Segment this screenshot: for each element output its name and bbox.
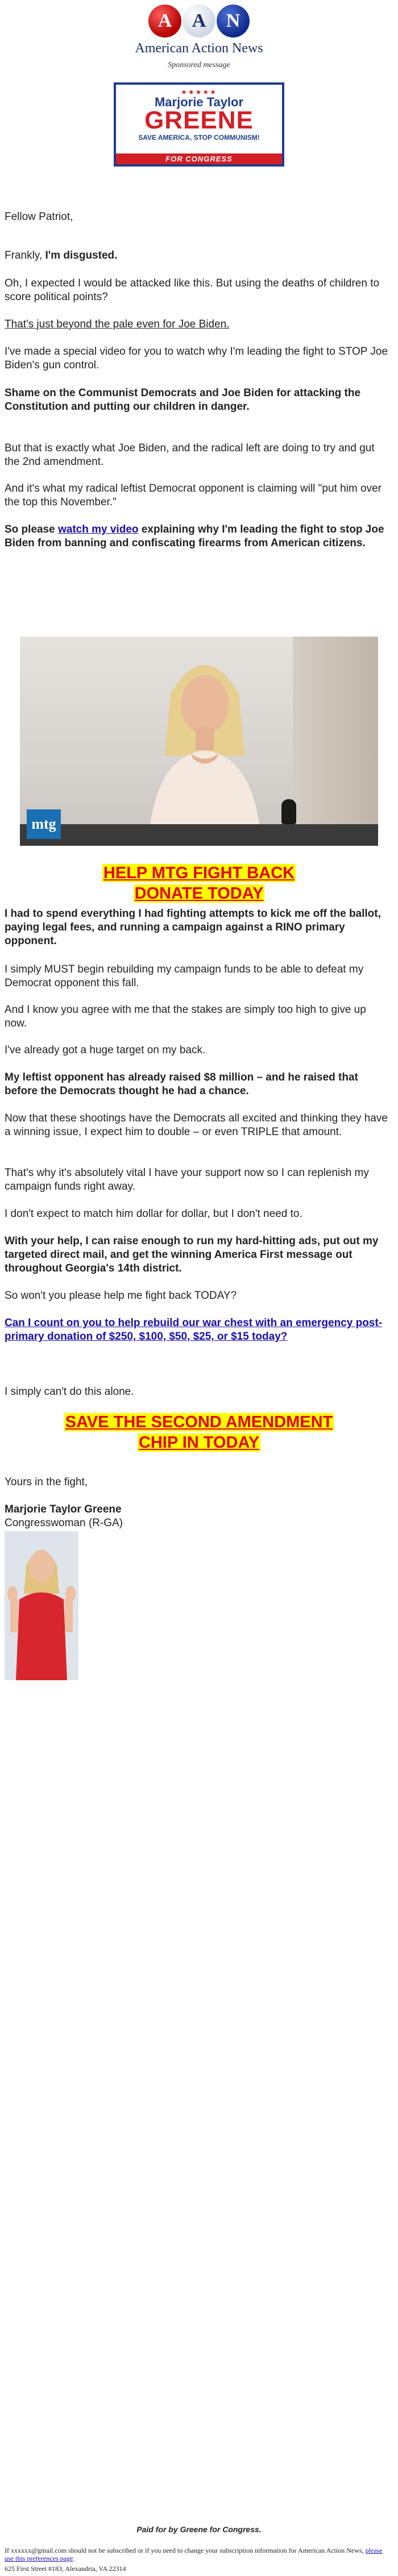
signer-name: Marjorie Taylor Greene xyxy=(5,1503,122,1515)
paid-for-disclaimer: Paid for by Greene for Congress. xyxy=(136,2525,262,2534)
cta-help-mtg[interactable] xyxy=(0,863,398,904)
paragraph-beyond-pale: That's just beyond the pale even for Joe Biden. xyxy=(5,318,230,330)
microphone-icon xyxy=(281,799,296,824)
signer-photo-figure xyxy=(5,1531,78,1680)
donation-ask-link[interactable]: Can I count on you to help rebuild our war chest with an emergency post-primary donation of $250, $100, $50, $25, or $15 today? xyxy=(5,1317,383,1343)
paragraph-opponent-claim: And it's what my radical leftist Democrat opponent is claiming will "put him over the top this November." xyxy=(5,483,382,508)
paragraph-cant-alone: I simply can't do this alone. xyxy=(5,1386,134,1398)
cta-save-2a-line1[interactable]: SAVE THE SECOND AMENDMENT xyxy=(65,1413,333,1431)
unsubscribe-text-post: . xyxy=(73,2554,75,2562)
mailing-address: 625 First Street #183, Alexandria, VA 22314 xyxy=(5,2565,126,2573)
video-desk xyxy=(20,824,378,846)
banner-first-names: Marjorie Taylor xyxy=(154,95,244,109)
watch-video-post: explaining why I'm leading the fight to stop Joe Biden from banning and confiscating firearms from American citizens. xyxy=(5,523,384,549)
paragraph-donation-ask[interactable] xyxy=(5,1316,391,1344)
paragraph-vital-support: That's why it's absolutely vital I have your support now so I can replenish my campaign funds right away. xyxy=(5,1167,369,1193)
paragraph-disgusted-plain: Frankly, xyxy=(5,250,45,261)
banner-stars: ★★★★★ xyxy=(181,88,217,96)
sponsored-label: Sponsored message xyxy=(168,61,230,69)
banner-for-congress: FOR CONGRESS xyxy=(116,153,282,164)
banner-tagline: SAVE AMERICA, STOP COMMUNISM! xyxy=(138,134,260,142)
salutation: Fellow Patriot, xyxy=(5,211,73,223)
preferences-link[interactable]: please use this preferences page xyxy=(5,2546,383,2562)
unsubscribe-text-pre: If xxxxxx@gmail.com should not be subscribed or if you need to change your subscription information for American Action News, xyxy=(5,2546,366,2554)
paragraph-target: I've already got a huge target on my back. xyxy=(5,1044,206,1056)
site-name: American Action News xyxy=(135,41,263,56)
paragraph-watch-video xyxy=(5,523,391,550)
logo-ball-a2: A xyxy=(183,5,215,38)
paragraph-stakes: And I know you agree with me that the stakes are simply too high to give up now. xyxy=(5,1004,366,1029)
paragraph-disgusted xyxy=(5,249,391,263)
paragraph-spent-everything: I had to spend everything I had fighting attempts to kick me off the ballot, paying legal fees, and running a campaign against a RINO primary opponent. xyxy=(5,908,381,947)
cta-help-mtg-line2[interactable]: DONATE TODAY xyxy=(134,884,264,903)
paragraph-raise-enough: With your help, I can raise enough to run my hard-hitting ads, put out my targeted direct mail, and get the winning America First message out throughout Georgia's 14th district. xyxy=(5,1235,379,1274)
paragraph-shame: Shame on the Communist Democrats and Joe Biden for attacking the Constitution and putting our children in danger. xyxy=(5,387,361,413)
logo-ball-n: N xyxy=(217,5,250,38)
paragraph-disgusted-bold: I'm disgusted. xyxy=(45,250,118,261)
logo-ball-a1: A xyxy=(148,5,181,38)
unsubscribe-notice xyxy=(5,2546,391,2562)
newsletter-header xyxy=(0,0,398,167)
banner-last-name: GREENE xyxy=(144,106,254,134)
watch-video-link[interactable]: watch my video xyxy=(58,523,139,535)
campaign-video-thumbnail[interactable] xyxy=(20,637,378,846)
cta-save-2a[interactable] xyxy=(0,1412,398,1453)
paragraph-special-video: I've made a special video for you to watch why I'm leading the fight to STOP Joe Biden's gun control. xyxy=(5,346,388,371)
signer-title: Congresswoman (R-GA) xyxy=(5,1517,123,1529)
cta-save-2a-line2[interactable]: CHIP IN TODAY xyxy=(138,1434,260,1452)
paragraph-attacked: Oh, I expected I would be attacked like this. But using the deaths of children to score political points? xyxy=(5,277,380,303)
video-background-shelf xyxy=(293,637,378,846)
mtg-logo: mtg xyxy=(27,809,61,839)
video-speaker-figure xyxy=(136,642,273,846)
paragraph-8-million: My leftist opponent has already raised $8 million – and he raised that before the Democrats thought he had a chance. xyxy=(5,1071,358,1097)
closing-line: Yours in the fight, xyxy=(5,1476,88,1488)
aan-logo xyxy=(0,5,398,39)
campaign-banner[interactable] xyxy=(114,82,284,167)
paragraph-double-triple: Now that these shootings have the Democrats all excited and thinking they have a winning issue, I expect him to double – or even TRIPLE that amount. xyxy=(5,1112,388,1138)
paragraph-rebuild-funds: I simply MUST begin rebuilding my campaign funds to be able to defeat my Democrat opponent this fall. xyxy=(5,963,364,989)
signer-photo xyxy=(5,1531,78,1680)
paragraph-dollar-for-dollar: I don't expect to match him dollar for dollar, but I don't need to. xyxy=(5,1208,302,1220)
cta-help-mtg-line1[interactable]: HELP MTG FIGHT BACK xyxy=(103,864,295,882)
watch-video-pre: So please xyxy=(5,523,58,535)
paragraph-fight-back: So won't you please help me fight back TODAY? xyxy=(5,1290,237,1302)
paragraph-gut-2nd: But that is exactly what Joe Biden, and the radical left are doing to try and gut the 2nd amendment. xyxy=(5,442,375,468)
